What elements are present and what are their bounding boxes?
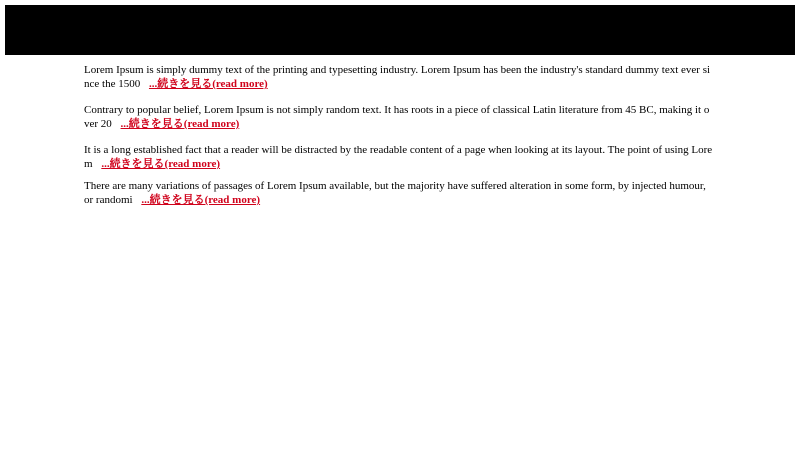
- read-more-link[interactable]: ...続きを見る(read more): [101, 158, 221, 170]
- read-more-link[interactable]: ...続きを見る(read more): [120, 118, 240, 130]
- excerpt-text: It is a long established fact that a reader will be distracted by the readable content of a page when looking at its layout. The point of using Lorem: [84, 144, 713, 170]
- excerpt-text: Lorem Ipsum is simply dummy text of the printing and typesetting industry. Lorem Ipsum has been the industry's standard dummy text ever since the 1500: [84, 64, 711, 90]
- excerpt-text: Contrary to popular belief, Lorem Ipsum is not simply random text. It has roots in a piece of classical Latin literature from 45 BC, making it over 20: [84, 104, 710, 130]
- excerpt-item: [84, 103, 714, 131]
- excerpt-item: [84, 143, 714, 171]
- excerpt-list: [84, 63, 714, 207]
- read-more-link[interactable]: ...続きを見る(read more): [148, 78, 268, 90]
- excerpt-item: [84, 63, 714, 91]
- excerpt-text: There are many variations of passages of Lorem Ipsum available, but the majority have suffered alteration in some form, by injected humour, or randomi: [84, 180, 706, 206]
- excerpt-item: [84, 179, 714, 207]
- read-more-link[interactable]: ...続きを見る(read more): [141, 194, 261, 206]
- header-bar: [5, 5, 795, 55]
